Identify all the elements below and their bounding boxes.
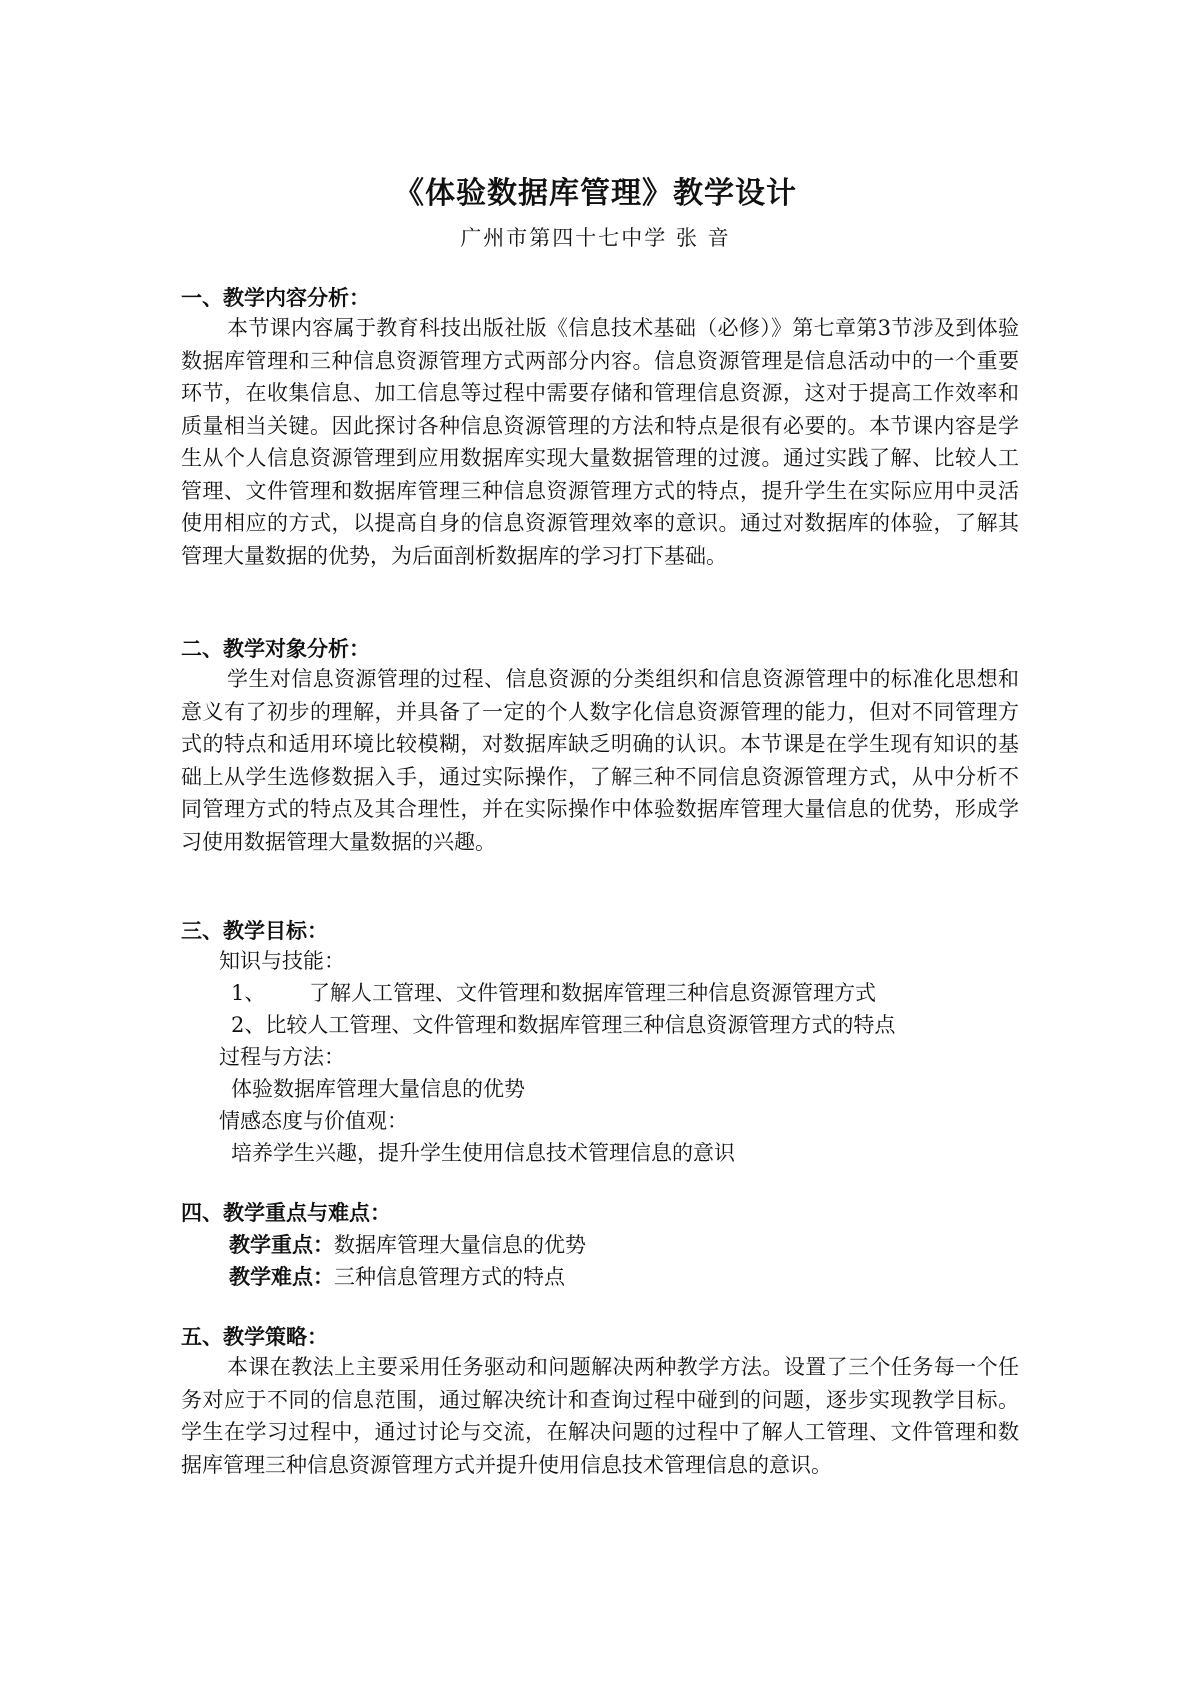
document-author: 广州市第四十七中学 张 音	[460, 226, 731, 250]
objective-knowledge-label: 知识与技能：	[219, 949, 345, 973]
objective-item-2: 2、比较人工管理、文件管理和数据库管理三种信息资源管理方式的特点	[231, 1013, 896, 1037]
objective-item-1-number: 1、	[231, 981, 266, 1005]
key-point-line	[229, 1229, 586, 1259]
objective-emotion-label: 情感态度与价值观：	[219, 1109, 408, 1133]
objective-process-text: 体验数据库管理大量信息的优势	[231, 1077, 525, 1101]
objective-process-label: 过程与方法：	[219, 1045, 345, 1069]
key-point-text: 数据库管理大量信息的优势	[334, 1233, 586, 1257]
document-title: 《体验数据库管理》教学设计	[394, 176, 797, 211]
section-body-learner-analysis: 学生对信息资源管理的过程、信息资源的分类组织和信息资源管理中的标准化思想和意义有了初步的理解，并具备了一定的个人数字化信息资源管理的能力，但对不同管理方式的特点和适用环境比较模糊，对数据库缺乏明确的认识。本节课是在学生现有知识的基础上从学生选修数据入手，通过实际操作，了解三种不同信息资源管理方式，从中分析不同管理方式的特点及其合理性，并在实际操作中体验数据库管理大量信息的优势，形成学习使用数据管理大量数据的兴趣。	[181, 667, 1019, 854]
difficulty-text: 三种信息管理方式的特点	[334, 1265, 565, 1289]
objective-item-1-text: 了解人工管理、文件管理和数据库管理三种信息资源管理方式	[309, 981, 876, 1005]
key-point-label: 教学重点：	[229, 1232, 334, 1257]
section-heading-strategy: 五、教学策略：	[181, 1324, 328, 1349]
difficulty-line	[229, 1261, 565, 1291]
objective-emotion-text: 培养学生兴趣，提升学生使用信息技术管理信息的意识	[231, 1141, 735, 1165]
section-heading-key-points: 四、教学重点与难点：	[181, 1200, 391, 1225]
difficulty-label: 教学难点：	[229, 1264, 334, 1289]
section-body-strategy: 本课在教法上主要采用任务驱动和问题解决两种教学方法。设置了三个任务每一个任务对应于不同的信息范围，通过解决统计和查询过程中碰到的问题，逐步实现教学目标。学生在学习过程中，通过讨论与交流，在解决问题的过程中了解人工管理、文件管理和数据库管理三种信息资源管理方式并提升使用信息技术管理信息的意识。	[181, 1355, 1019, 1477]
section-heading-content-analysis: 一、教学内容分析：	[181, 285, 370, 310]
section-heading-learner-analysis: 二、教学对象分析：	[181, 636, 370, 661]
section-body-content-analysis: 本节课内容属于教育科技出版社版《信息技术基础（必修）》第七章第3节涉及到体验数据库管理和三种信息资源管理方式两部分内容。信息资源管理是信息活动中的一个重要环节，在收集信息、加工信息等过程中需要存储和管理信息资源，这对于提高工作效率和质量相当关键。因此探讨各种信息资源管理的方法和特点是很有必要的。本节课内容是学生从个人信息资源管理到应用数据库实现大量数据管理的过渡。通过实践了解、比较人工管理、文件管理和数据库管理三种信息资源管理方式的特点，提升学生在实际应用中灵活使用相应的方式，以提高自身的信息资源管理效率的意识。通过对数据库的体验，了解其管理大量数据的优势，为后面剖析数据库的学习打下基础。	[181, 316, 1019, 568]
section-heading-objectives: 三、教学目标：	[181, 918, 328, 943]
